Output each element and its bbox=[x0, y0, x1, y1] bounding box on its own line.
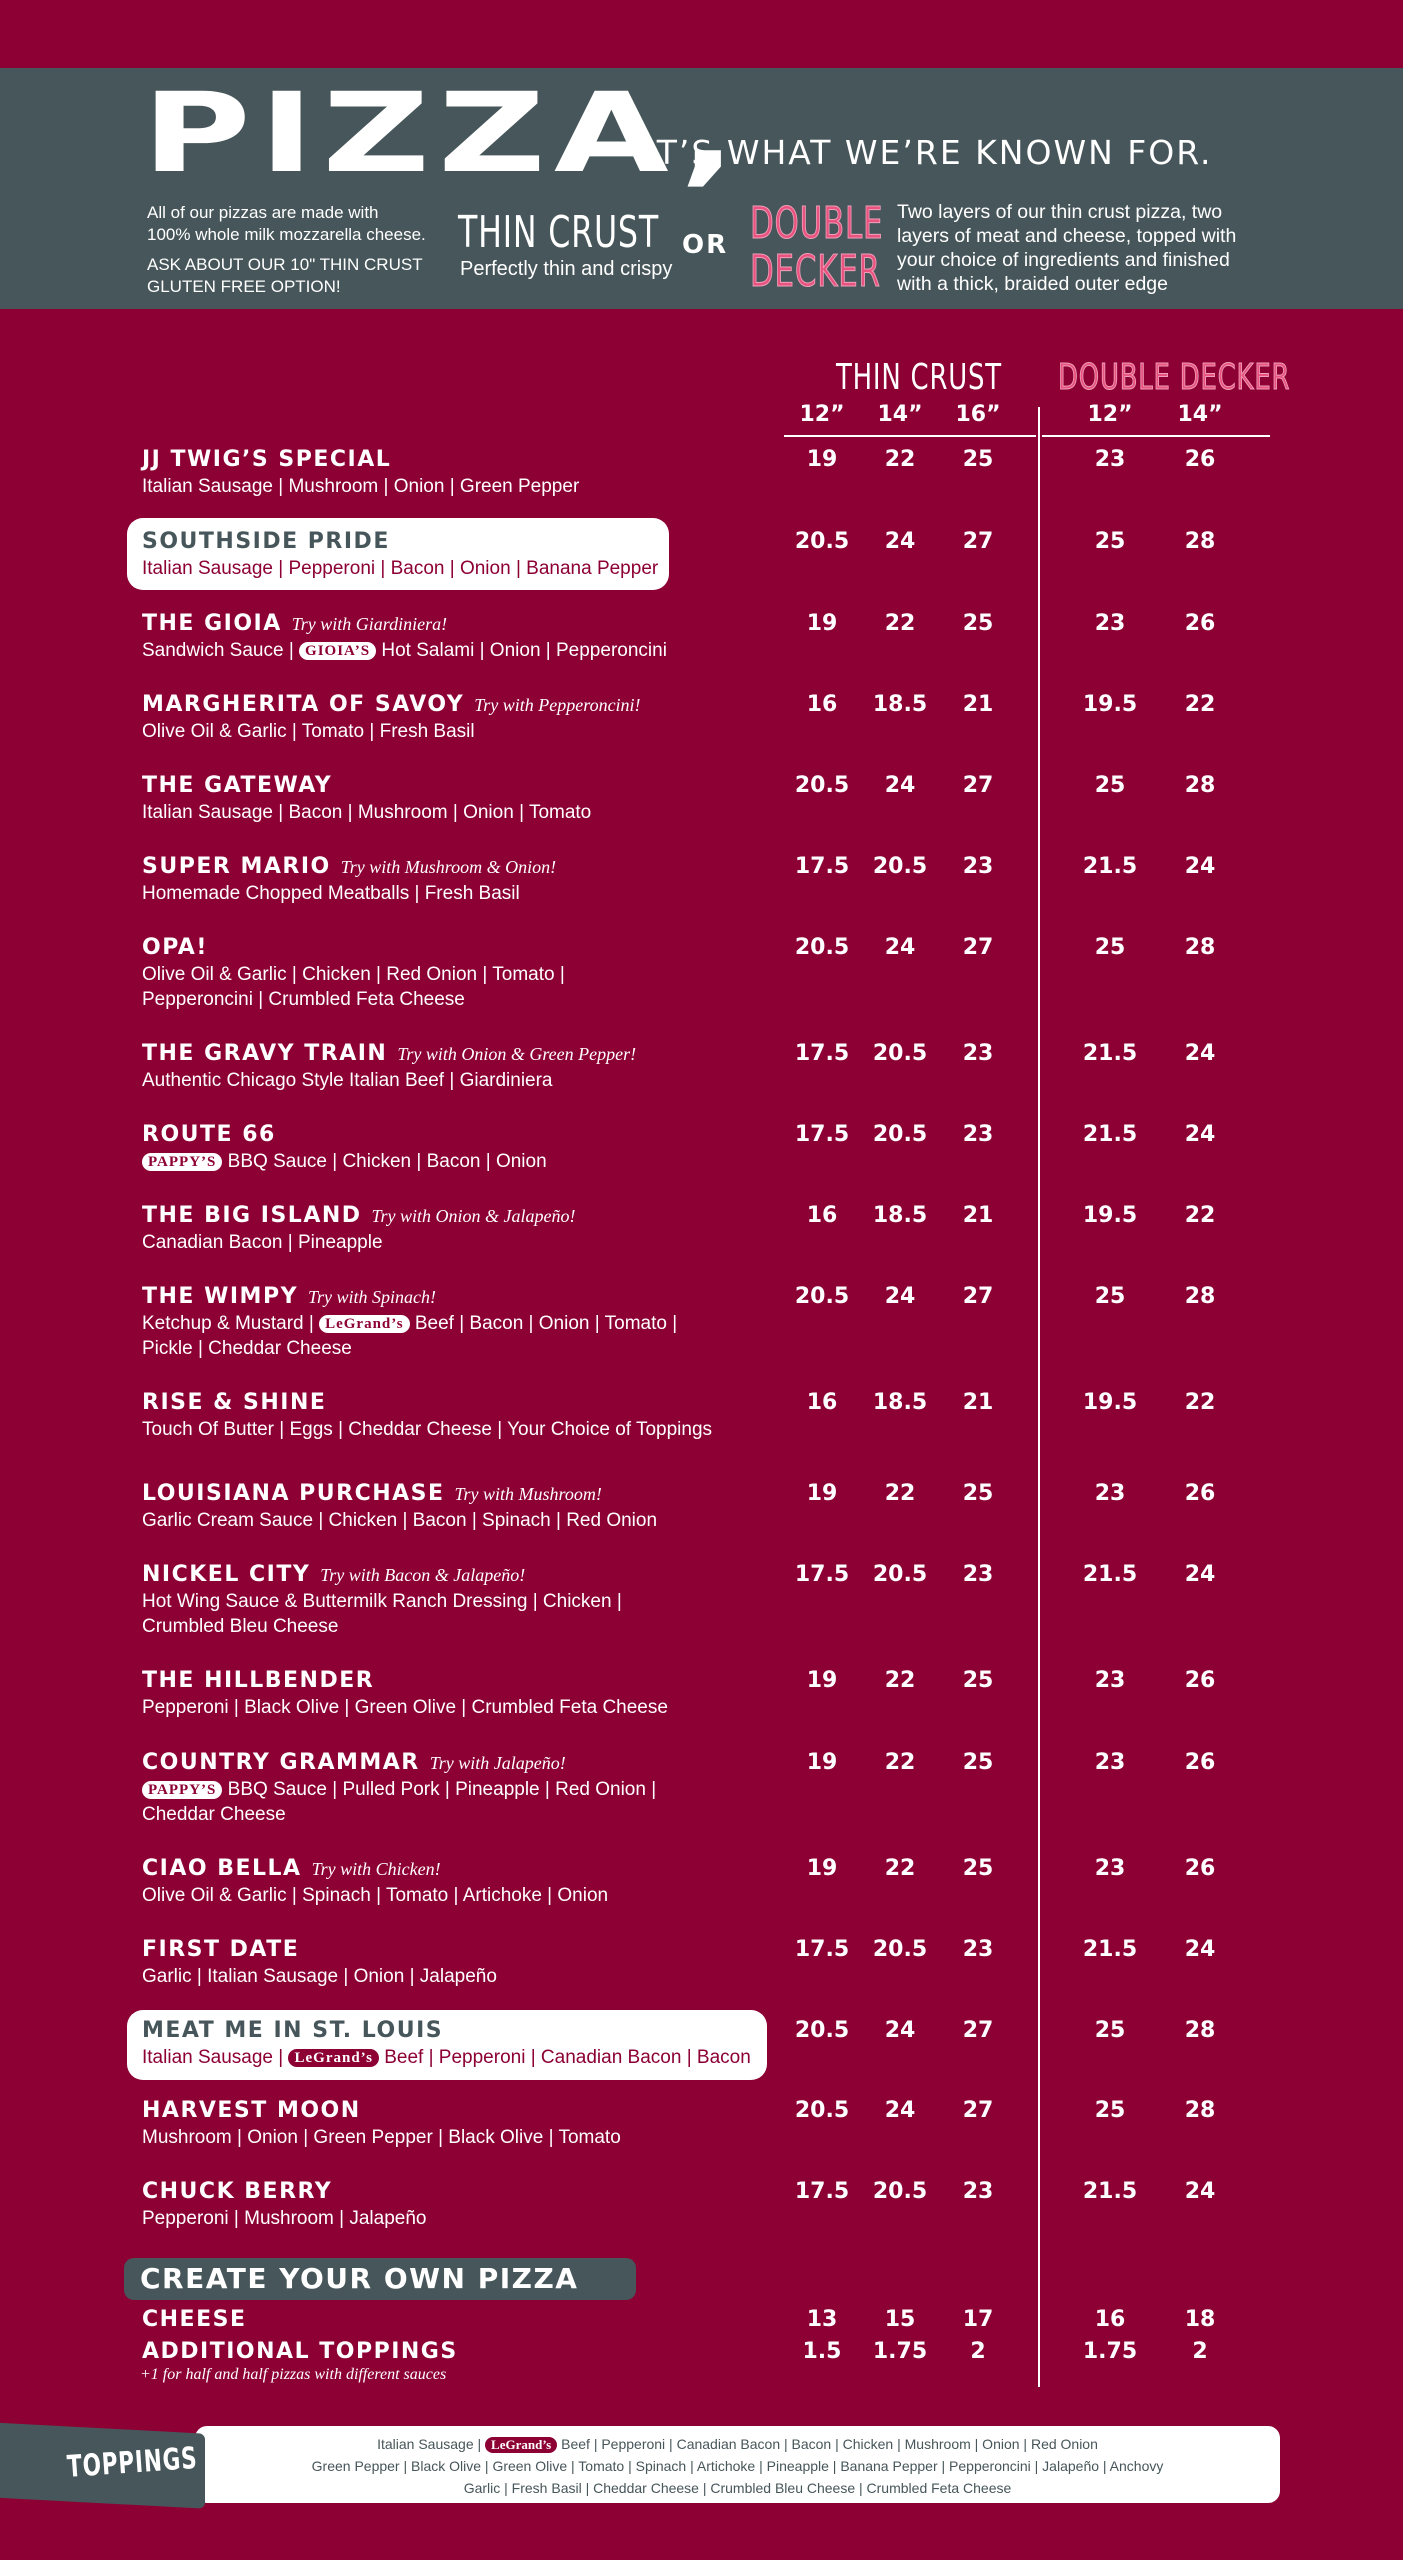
toppings-list bbox=[195, 2433, 1280, 2499]
menu-item bbox=[142, 1480, 762, 1533]
item-title: HARVEST MOON bbox=[142, 2098, 361, 2123]
menu-item bbox=[142, 934, 762, 1012]
price: 23 bbox=[962, 1122, 994, 1147]
item-title: CIAO BELLA bbox=[142, 1856, 302, 1881]
item-description: Crumbled Bleu Cheese bbox=[142, 1616, 339, 1637]
price: 24 bbox=[884, 2098, 916, 2123]
item-title: THE GRAVY TRAIN bbox=[142, 1041, 388, 1066]
price: 22 bbox=[884, 611, 916, 636]
item-title: JJ TWIG’S SPECIAL bbox=[142, 447, 392, 472]
item-description: Touch Of Butter | Eggs | Cheddar Cheese | Your Choice of Toppings bbox=[142, 1419, 713, 1440]
item-name bbox=[142, 772, 762, 800]
description-text: BBQ Sauce | Pulled Pork | Pineapple | Red Onion | bbox=[227, 1779, 657, 1800]
price: 20.5 bbox=[872, 1041, 928, 1066]
price: 19.5 bbox=[1082, 692, 1138, 717]
menu-item bbox=[142, 1283, 762, 1361]
price: 18.5 bbox=[872, 1203, 928, 1228]
price: 19 bbox=[806, 1750, 838, 1775]
price: 22 bbox=[884, 1481, 916, 1506]
item-description: Pepperoni | Mushroom | Jalapeño bbox=[142, 2208, 427, 2229]
double-decker-line: DECKER bbox=[750, 246, 881, 297]
item-description: Italian Sausage | Mushroom | Onion | Green Pepper bbox=[142, 476, 580, 497]
price: 17.5 bbox=[794, 1937, 850, 1962]
price: 21.5 bbox=[1082, 1562, 1138, 1587]
price: 25 bbox=[1094, 2018, 1126, 2043]
price: 20.5 bbox=[872, 1562, 928, 1587]
description-text: BBQ Sauce | Chicken | Bacon | Onion bbox=[227, 1151, 547, 1172]
item-description: Garlic | Italian Sausage | Onion | Jalapeño bbox=[142, 1966, 497, 1987]
item-name bbox=[142, 1121, 762, 1149]
price: 21.5 bbox=[1082, 1041, 1138, 1066]
price: 23 bbox=[1094, 447, 1126, 472]
menu-item bbox=[142, 2017, 762, 2070]
price: 20.5 bbox=[872, 1122, 928, 1147]
item-name bbox=[142, 1667, 762, 1695]
price: 2 bbox=[970, 2339, 986, 2364]
cheese-label: CHEESE bbox=[142, 2307, 247, 2332]
menu-item bbox=[142, 772, 762, 825]
price: 17.5 bbox=[794, 1562, 850, 1587]
price: 24 bbox=[884, 935, 916, 960]
price: 28 bbox=[1184, 2018, 1216, 2043]
additional-toppings-label: ADDITIONAL TOPPINGS bbox=[142, 2339, 458, 2364]
brand-badge: PAPPY’S bbox=[142, 1153, 222, 1171]
item-suggestion: Try with Mushroom! bbox=[454, 1484, 602, 1504]
price: 23 bbox=[962, 1041, 994, 1066]
item-description: Olive Oil & Garlic | Chicken | Red Onion | Tomato | bbox=[142, 964, 565, 985]
item-name bbox=[142, 1561, 762, 1589]
item-description bbox=[142, 638, 762, 663]
menu-item bbox=[142, 1561, 762, 1639]
item-title: OPA! bbox=[142, 935, 208, 960]
price: 20.5 bbox=[794, 1284, 850, 1309]
price: 24 bbox=[884, 529, 916, 554]
size-label: 14” bbox=[877, 402, 923, 427]
item-suggestion: Try with Onion & Green Pepper! bbox=[397, 1044, 637, 1064]
item-title: COUNTRY GRAMMAR bbox=[142, 1750, 420, 1775]
price: 21 bbox=[962, 1390, 994, 1415]
price: 1.75 bbox=[872, 2339, 928, 2364]
page-title: PIZZA, bbox=[142, 69, 745, 197]
toppings-label: TOPPINGS bbox=[66, 2440, 199, 2485]
menu-item bbox=[142, 1040, 762, 1093]
price: 23 bbox=[962, 1937, 994, 1962]
price: 19.5 bbox=[1082, 1203, 1138, 1228]
item-title: THE WIMPY bbox=[142, 1284, 299, 1309]
size-label: 16” bbox=[955, 402, 1001, 427]
price: 22 bbox=[884, 1856, 916, 1881]
item-name bbox=[142, 1480, 762, 1508]
menu-item bbox=[142, 446, 762, 499]
price: 1.75 bbox=[1082, 2339, 1138, 2364]
intro-line: 100% whole milk mozzarella cheese. bbox=[147, 225, 426, 244]
price: 24 bbox=[884, 1284, 916, 1309]
description-text: Beef | Pepperoni | Canadian Bacon | Bacon bbox=[384, 2047, 751, 2068]
price: 1.5 bbox=[802, 2339, 842, 2364]
price: 22 bbox=[1184, 1390, 1216, 1415]
price: 28 bbox=[1184, 2098, 1216, 2123]
price: 22 bbox=[884, 447, 916, 472]
description-text: Beef | Bacon | Onion | Tomato | bbox=[414, 1313, 678, 1334]
item-name bbox=[142, 1283, 762, 1311]
price: 19 bbox=[806, 1856, 838, 1881]
item-name bbox=[142, 1936, 762, 1964]
price: 24 bbox=[1184, 1562, 1216, 1587]
price: 20.5 bbox=[872, 2179, 928, 2204]
brand-badge: GIOIA’S bbox=[299, 642, 376, 660]
double-decker-line: DOUBLE bbox=[750, 198, 884, 249]
item-title: SUPER MARIO bbox=[142, 854, 331, 879]
price: 22 bbox=[1184, 1203, 1216, 1228]
price: 18.5 bbox=[872, 692, 928, 717]
item-title: MARGHERITA OF SAVOY bbox=[142, 692, 465, 717]
price: 25 bbox=[1094, 529, 1126, 554]
item-suggestion: Try with Giardiniera! bbox=[291, 614, 448, 634]
price: 17.5 bbox=[794, 2179, 850, 2204]
price: 24 bbox=[1184, 1937, 1216, 1962]
intro-line: All of our pizzas are made with bbox=[147, 203, 379, 222]
price: 27 bbox=[962, 1284, 994, 1309]
item-suggestion: Try with Onion & Jalapeño! bbox=[371, 1206, 576, 1226]
item-title: NICKEL CITY bbox=[142, 1562, 311, 1587]
item-suggestion: Try with Jalapeño! bbox=[429, 1753, 566, 1773]
item-description bbox=[142, 1149, 762, 1174]
price: 22 bbox=[884, 1750, 916, 1775]
price: 26 bbox=[1184, 1481, 1216, 1506]
item-suggestion: Try with Spinach! bbox=[308, 1287, 437, 1307]
price: 23 bbox=[962, 1562, 994, 1587]
description-text: Italian Sausage | bbox=[142, 2047, 284, 2068]
price: 25 bbox=[962, 1856, 994, 1881]
description-text: Sandwich Sauce | bbox=[142, 640, 294, 661]
item-description: Homemade Chopped Meatballs | Fresh Basil bbox=[142, 883, 520, 904]
price: 18 bbox=[1184, 2307, 1216, 2332]
item-description: Italian Sausage | Pepperoni | Bacon | Onion | Banana Pepper bbox=[142, 558, 659, 579]
item-description: Canadian Bacon | Pineapple bbox=[142, 1232, 383, 1253]
price: 16 bbox=[1094, 2307, 1126, 2332]
price: 19 bbox=[806, 1481, 838, 1506]
item-title: THE BIG ISLAND bbox=[142, 1203, 362, 1228]
price: 23 bbox=[962, 2179, 994, 2204]
item-description: Mushroom | Onion | Green Pepper | Black Olive | Tomato bbox=[142, 2127, 621, 2148]
item-description: Pickle | Cheddar Cheese bbox=[142, 1338, 352, 1359]
item-description: Cheddar Cheese bbox=[142, 1804, 286, 1825]
price: 17 bbox=[962, 2307, 994, 2332]
price: 25 bbox=[1094, 773, 1126, 798]
price: 25 bbox=[1094, 1284, 1126, 1309]
dd-desc-line: with a thick, braided outer edge bbox=[897, 273, 1169, 295]
price: 25 bbox=[1094, 935, 1126, 960]
price: 20.5 bbox=[872, 1937, 928, 1962]
price: 21.5 bbox=[1082, 2179, 1138, 2204]
divider bbox=[1042, 435, 1270, 437]
price: 24 bbox=[1184, 1041, 1216, 1066]
price: 26 bbox=[1184, 1668, 1216, 1693]
menu-item bbox=[142, 1855, 762, 1908]
brand-badge: PAPPY’S bbox=[142, 1781, 222, 1799]
menu-item bbox=[142, 1936, 762, 1989]
size-label: 14” bbox=[1177, 402, 1223, 427]
toppings-line: Green Pepper | Black Olive | Green Olive | Tomato | Spinach | Artichoke | Pineapple | Banana Pepper | Pepperoncini | Jalapeño | Anchovy bbox=[311, 2458, 1164, 2474]
item-title: THE GIOIA bbox=[142, 611, 282, 636]
item-title: LOUISIANA PURCHASE bbox=[142, 1481, 445, 1506]
item-name bbox=[142, 853, 762, 881]
price: 20.5 bbox=[872, 854, 928, 879]
price: 25 bbox=[962, 1750, 994, 1775]
item-description: Olive Oil & Garlic | Tomato | Fresh Basil bbox=[142, 721, 475, 742]
menu-item bbox=[142, 1749, 762, 1827]
price: 19 bbox=[806, 447, 838, 472]
price: 16 bbox=[806, 1390, 838, 1415]
intro-text bbox=[147, 202, 447, 298]
price: 27 bbox=[962, 2098, 994, 2123]
menu-item bbox=[142, 610, 762, 663]
item-suggestion: Try with Pepperoncini! bbox=[474, 695, 641, 715]
menu-item bbox=[142, 691, 762, 744]
item-name bbox=[142, 2097, 762, 2125]
price: 15 bbox=[884, 2307, 916, 2332]
menu-item bbox=[142, 853, 762, 906]
price: 19.5 bbox=[1082, 1390, 1138, 1415]
item-description bbox=[142, 1311, 762, 1336]
menu-item bbox=[142, 1121, 762, 1174]
item-suggestion: Try with Bacon & Jalapeño! bbox=[320, 1565, 526, 1585]
item-description bbox=[142, 1777, 762, 1802]
item-title: CHUCK BERRY bbox=[142, 2179, 333, 2204]
price: 26 bbox=[1184, 1856, 1216, 1881]
double-decker-logo bbox=[750, 198, 884, 298]
item-title: MEAT ME IN ST. LOUIS bbox=[142, 2018, 444, 2043]
price: 23 bbox=[1094, 1668, 1126, 1693]
price: 20.5 bbox=[794, 2098, 850, 2123]
price: 27 bbox=[962, 529, 994, 554]
menu-item bbox=[142, 1667, 762, 1720]
item-description: Hot Wing Sauce & Buttermilk Ranch Dressing | Chicken | bbox=[142, 1591, 622, 1612]
menu-item bbox=[142, 2097, 762, 2150]
price: 28 bbox=[1184, 935, 1216, 960]
item-name bbox=[142, 2017, 762, 2045]
price: 21 bbox=[962, 692, 994, 717]
price: 21 bbox=[962, 1203, 994, 1228]
price: 19 bbox=[806, 1668, 838, 1693]
price: 28 bbox=[1184, 773, 1216, 798]
item-name bbox=[142, 1855, 762, 1883]
price: 26 bbox=[1184, 447, 1216, 472]
price: 25 bbox=[962, 611, 994, 636]
item-description: Pepperoni | Black Olive | Green Olive | Crumbled Feta Cheese bbox=[142, 1697, 668, 1718]
item-name bbox=[142, 2178, 762, 2206]
item-suggestion: Try with Chicken! bbox=[311, 1859, 441, 1879]
item-title: FIRST DATE bbox=[142, 1937, 300, 1962]
price: 16 bbox=[806, 1203, 838, 1228]
item-name bbox=[142, 610, 762, 638]
size-label: 12” bbox=[1087, 402, 1133, 427]
price: 18.5 bbox=[872, 1390, 928, 1415]
toppings-line: Garlic | Fresh Basil | Cheddar Cheese | Crumbled Bleu Cheese | Crumbled Feta Cheese bbox=[463, 2480, 1012, 2496]
price: 25 bbox=[962, 447, 994, 472]
price: 24 bbox=[1184, 854, 1216, 879]
item-description: Pepperoncini | Crumbled Feta Cheese bbox=[142, 989, 465, 1010]
toppings-text: Italian Sausage | bbox=[377, 2436, 482, 2452]
legrands-brand-badge: LeGrand’s bbox=[485, 2437, 557, 2453]
price: 28 bbox=[1184, 1284, 1216, 1309]
price: 21.5 bbox=[1082, 1937, 1138, 1962]
price: 17.5 bbox=[794, 1122, 850, 1147]
dd-desc-line: Two layers of our thin crust pizza, two bbox=[897, 201, 1223, 223]
price: 26 bbox=[1184, 611, 1216, 636]
item-name bbox=[142, 934, 762, 962]
size-label: 12” bbox=[799, 402, 845, 427]
price: 27 bbox=[962, 935, 994, 960]
item-name bbox=[142, 528, 762, 556]
price: 21.5 bbox=[1082, 854, 1138, 879]
price: 27 bbox=[962, 773, 994, 798]
column-divider bbox=[1038, 407, 1040, 2387]
price: 24 bbox=[1184, 1122, 1216, 1147]
price: 13 bbox=[806, 2307, 838, 2332]
tagline: IT’S WHAT WE’RE KNOWN FOR. bbox=[645, 133, 1213, 172]
intro-line: GLUTEN FREE OPTION! bbox=[147, 277, 341, 296]
price: 19 bbox=[806, 611, 838, 636]
item-title: THE GATEWAY bbox=[142, 773, 333, 798]
item-description: Olive Oil & Garlic | Spinach | Tomato | Artichoke | Onion bbox=[142, 1885, 609, 1906]
price: 25 bbox=[962, 1481, 994, 1506]
price: 20.5 bbox=[794, 773, 850, 798]
price: 16 bbox=[806, 692, 838, 717]
thin-crust-subtitle: Perfectly thin and crispy bbox=[460, 258, 673, 280]
price: 17.5 bbox=[794, 854, 850, 879]
item-suggestion: Try with Mushroom & Onion! bbox=[340, 857, 557, 877]
price: 25 bbox=[1094, 2098, 1126, 2123]
price: 23 bbox=[1094, 611, 1126, 636]
price: 23 bbox=[1094, 1481, 1126, 1506]
dd-desc-line: your choice of ingredients and finished bbox=[897, 249, 1230, 271]
price: 20.5 bbox=[794, 935, 850, 960]
brand-badge: LeGrand’s bbox=[319, 1315, 409, 1333]
price: 27 bbox=[962, 2018, 994, 2043]
item-name bbox=[142, 691, 762, 719]
item-title: RISE & SHINE bbox=[142, 1390, 327, 1415]
toppings-line bbox=[195, 2433, 1280, 2455]
menu-item bbox=[142, 1202, 762, 1255]
price: 20.5 bbox=[794, 2018, 850, 2043]
item-description: Italian Sausage | Bacon | Mushroom | Onion | Tomato bbox=[142, 802, 592, 823]
price: 24 bbox=[884, 773, 916, 798]
column-head-double-decker: DOUBLE DECKER bbox=[1058, 357, 1291, 398]
toppings-text: Beef | Pepperoni | Canadian Bacon | Bacon | Chicken | Mushroom | Onion | Red Onion bbox=[561, 2436, 1098, 2452]
item-name bbox=[142, 446, 762, 474]
price: 24 bbox=[1184, 2179, 1216, 2204]
item-name bbox=[142, 1749, 762, 1777]
column-head-thin-crust: THIN CRUST bbox=[836, 357, 1002, 398]
dd-desc-line: layers of meat and cheese, topped with bbox=[897, 225, 1237, 247]
item-description bbox=[142, 2045, 762, 2070]
item-description: Garlic Cream Sauce | Chicken | Bacon | Spinach | Red Onion bbox=[142, 1510, 658, 1531]
item-title: ROUTE 66 bbox=[142, 1122, 276, 1147]
price: 24 bbox=[884, 2018, 916, 2043]
price: 28 bbox=[1184, 529, 1216, 554]
half-and-half-note: +1 for half and half pizzas with different sauces bbox=[140, 2366, 447, 2383]
create-your-own-banner: CREATE YOUR OWN PIZZA bbox=[124, 2258, 636, 2300]
price: 25 bbox=[962, 1668, 994, 1693]
double-decker-description bbox=[897, 200, 1277, 296]
price: 2 bbox=[1192, 2339, 1208, 2364]
description-text: Hot Salami | Onion | Pepperoncini bbox=[381, 640, 667, 661]
or-word: OR bbox=[682, 230, 729, 260]
price: 20.5 bbox=[794, 529, 850, 554]
item-name bbox=[142, 1202, 762, 1230]
price: 21.5 bbox=[1082, 1122, 1138, 1147]
item-title: THE HILLBENDER bbox=[142, 1668, 375, 1693]
divider bbox=[784, 435, 1036, 437]
price: 22 bbox=[1184, 692, 1216, 717]
brand-badge: LeGrand’s bbox=[288, 2049, 378, 2067]
price: 26 bbox=[1184, 1750, 1216, 1775]
menu-item bbox=[142, 528, 762, 581]
description-text: Ketchup & Mustard | bbox=[142, 1313, 314, 1334]
thin-crust-label: THIN CRUST bbox=[458, 207, 659, 258]
price: 17.5 bbox=[794, 1041, 850, 1066]
menu-item bbox=[142, 1389, 762, 1442]
item-description: Authentic Chicago Style Italian Beef | Giardiniera bbox=[142, 1070, 553, 1091]
menu-item bbox=[142, 2178, 762, 2231]
item-title: SOUTHSIDE PRIDE bbox=[142, 529, 390, 554]
price: 23 bbox=[962, 854, 994, 879]
price: 23 bbox=[1094, 1750, 1126, 1775]
price: 23 bbox=[1094, 1856, 1126, 1881]
intro-line: ASK ABOUT OUR 10" THIN CRUST bbox=[147, 255, 423, 274]
item-name bbox=[142, 1389, 762, 1417]
price: 22 bbox=[884, 1668, 916, 1693]
item-name bbox=[142, 1040, 762, 1068]
